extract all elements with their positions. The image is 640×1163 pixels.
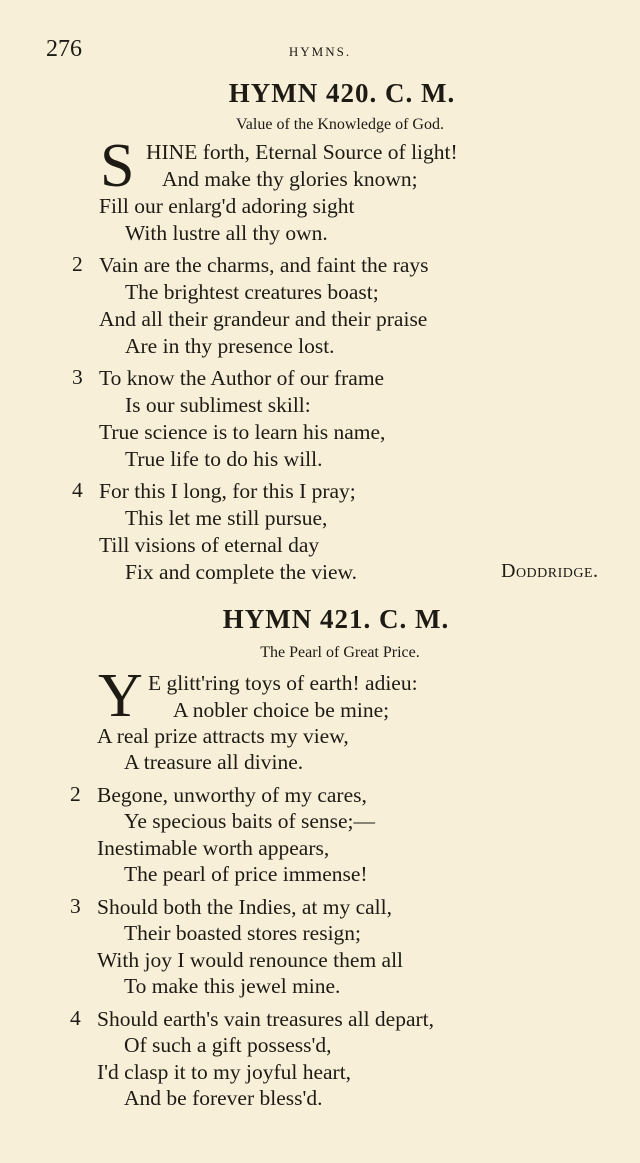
- verse-number: 2: [72, 252, 83, 276]
- verse-line: A real prize attracts my view,: [97, 724, 349, 748]
- verse-line: Should earth's vain treasures all depart,: [97, 1007, 435, 1031]
- verse-number: 2: [70, 782, 81, 806]
- verse-line: Should both the Indies, at my call,: [97, 895, 392, 919]
- verse-line: Ye specious baits of sense;—: [124, 809, 376, 833]
- verse-line: Vain are the charms, and faint the rays: [99, 253, 429, 277]
- verse-line: And be forever bless'd.: [124, 1086, 323, 1110]
- verse-line: And all their grandeur and their praise: [99, 307, 428, 331]
- verse-line: True science is to learn his name,: [99, 420, 386, 444]
- verse-line: Fix and complete the view.: [125, 560, 358, 584]
- verse-line: A nobler choice be mine;: [173, 698, 390, 722]
- verse-line: Inestimable worth appears,: [97, 836, 330, 860]
- verse-line: HINE forth, Eternal Source of light!: [146, 140, 458, 164]
- verse-number: 3: [72, 365, 83, 389]
- drop-cap: S: [100, 132, 135, 200]
- verse-line: Till visions of eternal day: [99, 533, 320, 557]
- verse-line: And make thy glories known;: [162, 167, 418, 191]
- verse-line: For this I long, for this I pray;: [99, 479, 356, 503]
- verse-number: 4: [70, 1006, 81, 1030]
- verse-line: With joy I would renounce them all: [97, 948, 404, 972]
- verse-line: E glitt'ring toys of earth! adieu:: [148, 671, 418, 695]
- hymn-420-subtitle: Value of the Knowledge of God.: [236, 116, 444, 133]
- verse-line: Of such a gift possess'd,: [124, 1033, 332, 1057]
- page-number: 276: [46, 36, 82, 62]
- verse-line: Begone, unworthy of my cares,: [97, 783, 367, 807]
- hymn-author: Doddridge.: [501, 560, 599, 582]
- verse-number: 4: [72, 478, 83, 502]
- verse-line: True life to do his will.: [125, 447, 323, 471]
- verse-line: Are in thy presence lost.: [125, 334, 335, 358]
- verse-number: 3: [70, 894, 81, 918]
- verse-line: Is our sublimest skill:: [125, 393, 311, 417]
- verse-line: The pearl of price immense!: [124, 862, 368, 886]
- hymn-421-title: HYMN 421. C. M.: [222, 604, 450, 634]
- verse-line: This let me still pursue,: [125, 506, 328, 530]
- verse-line: Their boasted stores resign;: [124, 921, 362, 945]
- hymn-421-subtitle: The Pearl of Great Price.: [260, 644, 420, 661]
- hymn-420-title: HYMN 420. C. M.: [228, 78, 456, 108]
- verse-line: A treasure all divine.: [124, 750, 304, 774]
- drop-cap: Y: [98, 662, 143, 730]
- verse-line: Fill our enlarg'd adoring sight: [99, 194, 355, 218]
- verse-line: The brightest creatures boast;: [125, 280, 379, 304]
- verse-line: I'd clasp it to my joyful heart,: [97, 1060, 352, 1084]
- verse-line: To make this jewel mine.: [124, 974, 341, 998]
- verse-line: To know the Author of our frame: [99, 366, 385, 390]
- running-title: HYMNS.: [288, 44, 352, 59]
- verse-line: With lustre all thy own.: [125, 221, 328, 245]
